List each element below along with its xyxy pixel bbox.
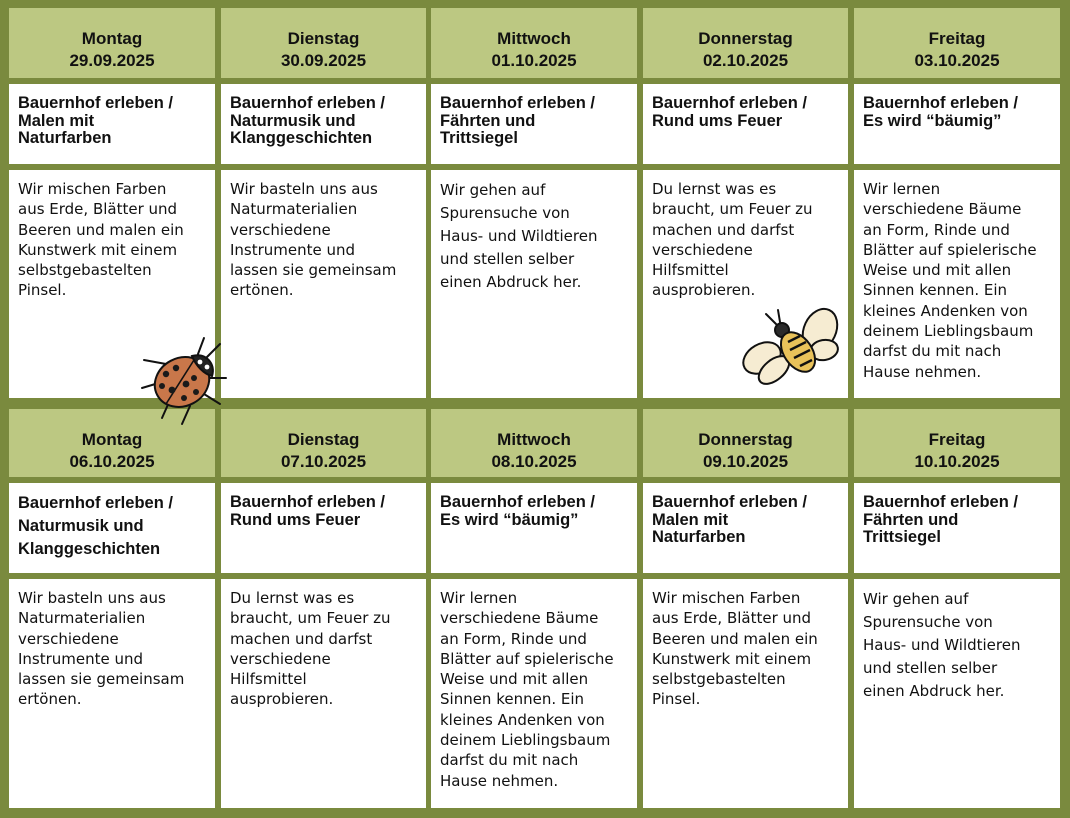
day-name: Donnerstag: [698, 29, 793, 48]
day-date: 29.09.2025: [69, 51, 155, 70]
activity-title: Bauernhof erleben / Naturmusik und Klanggeschichten: [9, 483, 215, 573]
day-date: 06.10.2025: [69, 452, 155, 471]
activity-description: Wir basteln uns aus Naturmaterialien verschiedene Instrumente und lassen sie gemeinsam ertönen.: [9, 579, 215, 808]
activity-description: Wir gehen auf Spurensuche von Haus- und Wildtieren und stellen selber einen Abdruck her.: [854, 579, 1060, 808]
day-header: [221, 8, 426, 78]
day-header: [643, 409, 848, 477]
day-date: 08.10.2025: [491, 452, 577, 471]
day-date: 10.10.2025: [914, 452, 1000, 471]
activity-title: Bauernhof erleben / Rund ums Feuer: [221, 483, 426, 573]
activity-description: Du lernst was es braucht, um Feuer zu machen und darfst verschiedene Hilfsmittel ausprobieren.: [221, 579, 426, 808]
day-header: [643, 8, 848, 78]
day-name: Montag: [81, 29, 143, 48]
day-name: Dienstag: [287, 430, 360, 449]
activity-title: Bauernhof erleben / Fährten und Trittsiegel: [431, 84, 637, 164]
activity-title: Bauernhof erleben / Rund ums Feuer: [643, 84, 848, 164]
activity-description: Wir lernen verschiedene Bäume an Form, Rinde und Blätter auf spielerische Weise und mit allen Sinnen kennen. Ein kleines Andenken von deinem Lieblingsbaum darfst du mit nach Hause nehmen.: [431, 579, 637, 808]
day-date: 01.10.2025: [491, 51, 577, 70]
day-date: 02.10.2025: [702, 51, 789, 70]
activity-description: Wir gehen auf Spurensuche von Haus- und Wildtieren und stellen selber einen Abdruck her.: [431, 170, 637, 398]
day-header: [854, 8, 1060, 78]
day-header: [431, 8, 637, 78]
day-date: 09.10.2025: [702, 452, 789, 471]
activity-title: Bauernhof erleben / Es wird “bäumig”: [431, 483, 637, 573]
activity-description: Wir basteln uns aus Naturmaterialien verschiedene Instrumente und lassen sie gemeinsam ertönen.: [221, 170, 426, 398]
ladybug-icon: [136, 334, 230, 428]
day-date: 30.09.2025: [280, 51, 367, 70]
day-date: 03.10.2025: [914, 51, 1000, 70]
bee-icon: [740, 306, 842, 392]
day-name: Mittwoch: [497, 430, 571, 449]
activity-description: Wir lernen verschiedene Bäume an Form, Rinde und Blätter auf spielerische Weise und mit allen Sinnen kennen. Ein kleines Andenken von deinem Lieblingsbaum darfst du mit nach Hause nehmen.: [854, 170, 1060, 398]
day-header: [221, 409, 426, 477]
activity-description: Du lernst was es braucht, um Feuer zu machen und darfst verschiedene Hilfsmittel ausprobieren.: [643, 170, 848, 398]
activity-description: Wir mischen Farben aus Erde, Blätter und Beeren und malen ein Kunstwerk mit einem selbstgebastelten Pinsel.: [9, 170, 215, 398]
activity-title: Bauernhof erleben / Fährten und Trittsiegel: [854, 483, 1060, 573]
activity-title: Bauernhof erleben / Es wird “bäumig”: [854, 84, 1060, 164]
day-name: Freitag: [928, 430, 986, 449]
day-date: 07.10.2025: [280, 452, 367, 471]
day-name: Donnerstag: [698, 430, 793, 449]
day-name: Montag: [81, 430, 143, 449]
activity-title: Bauernhof erleben / Malen mit Naturfarben: [643, 483, 848, 573]
day-header: [854, 409, 1060, 477]
activity-description: Wir mischen Farben aus Erde, Blätter und Beeren und malen ein Kunstwerk mit einem selbstgebastelten Pinsel.: [643, 579, 848, 808]
day-name: Freitag: [928, 29, 986, 48]
activity-title: Bauernhof erleben / Naturmusik und Klanggeschichten: [221, 84, 426, 164]
day-header: [431, 409, 637, 477]
activity-title: Bauernhof erleben / Malen mit Naturfarben: [9, 84, 215, 164]
day-header: [9, 8, 215, 78]
day-name: Dienstag: [287, 29, 360, 48]
day-name: Mittwoch: [497, 29, 571, 48]
